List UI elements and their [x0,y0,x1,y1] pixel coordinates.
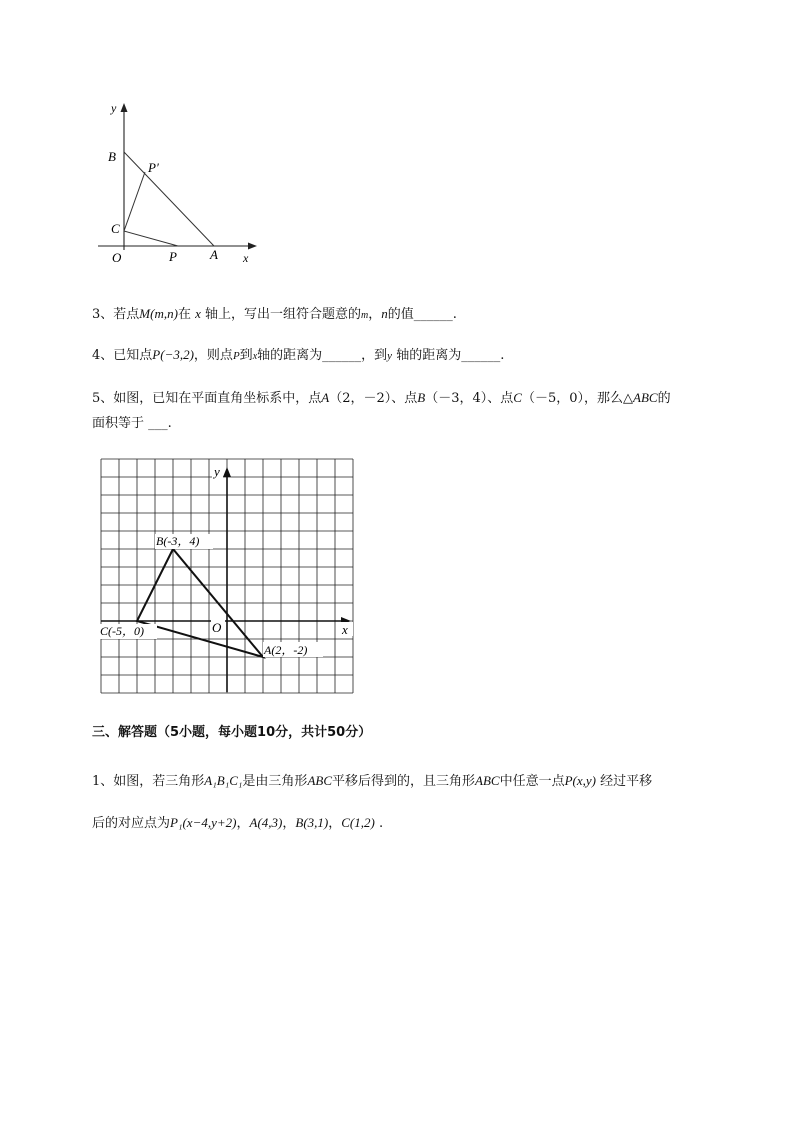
question-number: 3、 [92,307,114,322]
x-axis-arrow [248,243,257,250]
label-A: A [210,247,218,262]
question-3: 3、若点M(m,n)在 x 轴上，写出一组符合题意的m，n的值______. [92,306,457,322]
figure-1-diagram [90,95,270,270]
label-P: P [169,249,177,264]
section-title: 三、解答题（5小题，每小题10分，共计50分） [92,725,372,740]
segment-CP-prime [124,172,145,231]
question-4: 4、已知点P(−3,2)，则点P到x轴的距离为______，到y 轴的距离为______. [92,347,505,363]
label-x: x [342,622,348,637]
label-O: O [212,620,222,635]
label-y: y [111,101,117,115]
label-A: A(2，-2) [264,643,308,657]
label-B: B(-3，4) [156,534,200,548]
math-point-M: M(m,n) [139,306,178,321]
figure-2-grid-diagram [95,455,360,700]
label-C: C(-5，0) [100,624,144,638]
label-B: B [108,149,116,164]
question-number: 1、 [92,774,114,789]
y-axis-arrow [121,103,128,112]
solution-question-1-line-2: 后的对应点为P₁(x−4,y+2)，A(4,3)，B(3,1)，C(1,2) . [92,815,384,831]
label-O: O [112,250,122,265]
segment-CP [124,231,178,246]
label-P-prime: P′ [148,160,159,175]
question-5-line-2: 面积等于 ___. [92,416,172,431]
label-C: C [111,221,120,236]
segment-BA [124,152,214,246]
question-5-line-1: 5、如图，已知在平面直角坐标系中，点A（2，－2）、点B（－3，4）、点C（－5，0），那么△ABC的 [92,390,671,406]
solution-question-1-line-1: 1、如图，若三角形A₁B₁C₁是由三角形ABC平移后得到的，且三角形ABC中任意一点P(x,y) 经过平移 [92,773,653,789]
question-number: 4、 [92,348,114,363]
label-x: x [243,251,249,265]
label-y: y [214,464,220,479]
y-axis-arrow [223,467,231,477]
question-number: 5、 [92,391,114,406]
math-point-P: P(−3,2) [152,347,194,362]
